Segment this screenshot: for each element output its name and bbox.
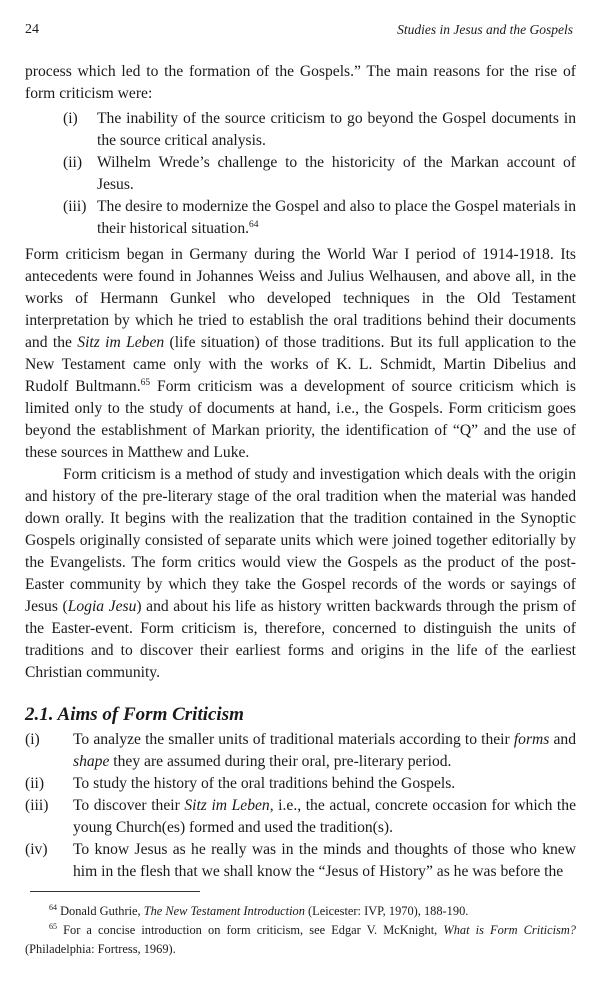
reasons-list <box>25 108 576 240</box>
italic-term: shape <box>73 753 110 770</box>
list-item-text: Wilhelm Wrede’s challenge to the historicity of the Markan account of Jesus. <box>97 154 576 193</box>
list-item-text: and <box>549 731 576 748</box>
italic-term: forms <box>513 731 550 748</box>
list-item <box>25 773 576 795</box>
page-number: 24 <box>25 22 39 37</box>
list-marker: (iv) <box>25 841 48 858</box>
list-item <box>25 795 576 839</box>
italic-term: Sitz im Leben <box>77 334 165 351</box>
running-head: Studies in Jesus and the Gospels <box>397 22 573 37</box>
list-item-text: , i.e., the actual, concrete occasion for which the young Church(es) formed and used the tradition(s). <box>73 797 576 836</box>
list-item-text: To study the history of the oral traditions behind the Gospels. <box>73 775 456 792</box>
list-marker: (i) <box>63 110 78 127</box>
footnote-divider <box>30 891 200 892</box>
paragraph-text: Form criticism is a method of study and investigation which deals with the origin and history of the pre-literary stage of the oral tradition when the material was handed down orally. It begins with the realization that the tradition contained in the Synoptic Gospels originally consisted of separate units which were joined together editorially by the Evangelists. The form critics would view the Gospels as the product of the post-Easter community by which they take the Gospel records of the words or sayings of Jesus ( <box>25 466 576 615</box>
footnotes <box>25 902 576 959</box>
list-item-text: To discover their <box>73 797 185 814</box>
footnote-text: (Philadelphia: Fortress, 1969). <box>25 942 176 956</box>
footnote-65 <box>25 921 576 959</box>
footnote-number: 64 <box>49 903 57 912</box>
list-marker: (iii) <box>63 198 87 215</box>
list-marker: (ii) <box>25 775 45 792</box>
list-item <box>25 108 576 152</box>
paragraph-form-criticism-method <box>25 464 576 684</box>
list-item-text: The desire to modernize the Gospel and also to place the Gospel materials in their historical situation. <box>97 198 576 237</box>
paragraph-text: Form criticism was a development of source criticism which is limited only to the study of documents at hand, i.e., the Gospels. Form criticism goes beyond the establishment of Markan priority, the identification of “Q” and the use of these sources in Matthew and Luke. <box>25 378 576 461</box>
book-title: What is Form Criticism? <box>443 923 576 937</box>
list-item-text: To know Jesus as he really was in the minds and thoughts of those who knew him in the flesh that we shall know the “Jesus of History” as he was before the <box>73 841 576 880</box>
list-item <box>25 839 576 883</box>
paragraph-text: (life situation) of those traditions. But its full application to the New Testament came only with the works of K. L. Schmidt, Martin Dibelius and Rudolf Bultmann. <box>25 334 576 395</box>
italic-term: Logia Jesu <box>67 598 137 615</box>
italic-term: Sitz im Leben <box>184 797 270 814</box>
aims-list <box>25 729 576 883</box>
intro-paragraph: process which led to the formation of the Gospels.” The main reasons for the rise of form criticism were: <box>25 63 576 102</box>
book-title: The New Testament Introduction <box>143 904 305 918</box>
list-item <box>25 729 576 773</box>
list-item-text: To analyze the smaller units of traditional materials according to their <box>73 731 514 748</box>
list-marker: (ii) <box>63 154 83 171</box>
page-header <box>25 22 573 42</box>
footnote-ref-64[interactable]: 64 <box>249 220 259 230</box>
paragraph-form-criticism-origins <box>25 244 576 464</box>
list-marker: (iii) <box>25 797 49 814</box>
body-text <box>25 61 576 883</box>
list-item <box>25 152 576 196</box>
footnote-number: 65 <box>49 922 57 931</box>
list-item-text: The inability of the source criticism to go beyond the Gospel documents in the source critical analysis. <box>97 110 576 149</box>
paragraph-text: Form criticism began in Germany during the World War I period of 1914-1918. Its antecedents were found in Johannes Weiss and Julius Welhausen, and above all, in the works of Hermann Gunkel who developed techniques in the Old Testament interpretation by which he tried to establish the oral traditions behind their documents and the <box>25 246 576 351</box>
section-heading: 2.1. Aims of Form Criticism <box>25 704 244 725</box>
footnote-text: For a concise introduction on form criticism, see Edgar V. McKnight, <box>57 923 444 937</box>
list-marker: (i) <box>25 731 40 748</box>
list-item <box>25 196 576 240</box>
footnote-text: Donald Guthrie, <box>57 904 144 918</box>
paragraph-text: ) and about his life as history written backwards through the prism of the Easter-event. Form criticism is, therefore, concerned to distinguish the units of traditions and to discover their earliest forms and origins in the life of the earliest Christian community. <box>25 598 576 681</box>
footnote-text: (Leicester: IVP, 1970), 188-190. <box>304 904 469 918</box>
list-item-text: they are assumed during their oral, pre-literary period. <box>109 753 452 770</box>
footnote-64 <box>25 902 576 921</box>
footnote-ref-65[interactable]: 65 <box>140 378 151 388</box>
